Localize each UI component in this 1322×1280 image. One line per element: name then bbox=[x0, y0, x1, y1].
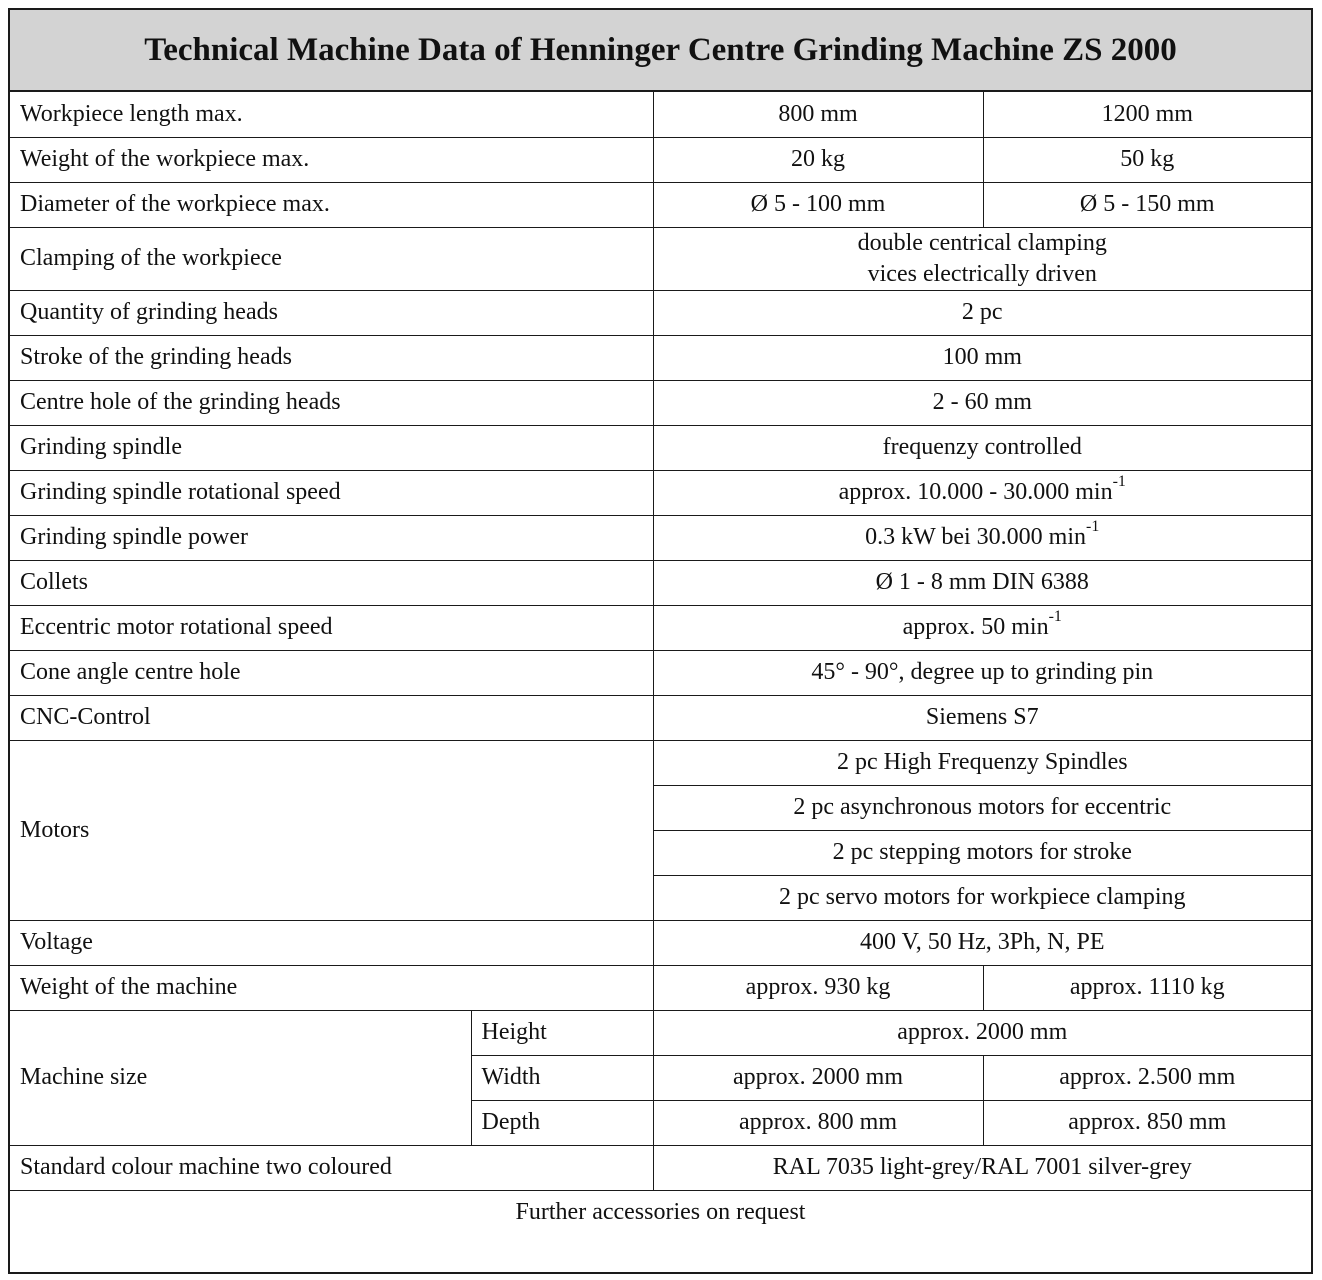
value-800-variant: approx. 930 kg bbox=[653, 965, 983, 1010]
width-label: Width bbox=[471, 1055, 653, 1100]
row-label: Workpiece length max. bbox=[10, 92, 653, 137]
motor-item: 2 pc asynchronous motors for eccentric bbox=[653, 785, 1311, 830]
table-row bbox=[10, 965, 1311, 1010]
row-label: Weight of the machine bbox=[10, 965, 653, 1010]
table-row bbox=[10, 335, 1311, 380]
table-row bbox=[10, 1010, 1311, 1055]
row-label: Centre hole of the grinding heads bbox=[10, 380, 653, 425]
row-value: Siemens S7 bbox=[653, 695, 1311, 740]
row-label: Clamping of the workpiece bbox=[10, 227, 653, 290]
row-label: Grinding spindle bbox=[10, 425, 653, 470]
page-title: Technical Machine Data of Henninger Centre Grinding Machine ZS 2000 bbox=[10, 10, 1311, 92]
machine-size-label: Machine size bbox=[10, 1010, 471, 1145]
table-row bbox=[10, 515, 1311, 560]
table-row bbox=[10, 92, 1311, 137]
table-row bbox=[10, 1145, 1311, 1190]
row-value: Ø 1 - 8 mm DIN 6388 bbox=[653, 560, 1311, 605]
row-label: Grinding spindle rotational speed bbox=[10, 470, 653, 515]
motor-item: 2 pc stepping motors for stroke bbox=[653, 830, 1311, 875]
value-800-variant: 800 mm bbox=[653, 92, 983, 137]
clamping-line-1: double centrical clamping bbox=[857, 229, 1107, 256]
clamping-line-2: vices electrically driven bbox=[867, 260, 1097, 287]
row-label: Quantity of grinding heads bbox=[10, 290, 653, 335]
unit-exponent: -1 bbox=[1048, 608, 1062, 625]
height-value: approx. 2000 mm bbox=[653, 1010, 1311, 1055]
value-1200-variant: 1200 mm bbox=[983, 92, 1311, 137]
value-text: approx. 10.000 - 30.000 min bbox=[838, 479, 1113, 505]
table-row bbox=[10, 920, 1311, 965]
motor-item: 2 pc High Frequenzy Spindles bbox=[653, 740, 1311, 785]
table-row bbox=[10, 605, 1311, 650]
row-label: CNC-Control bbox=[10, 695, 653, 740]
value-800-variant: Ø 5 - 100 mm bbox=[653, 182, 983, 227]
motors-label: Motors bbox=[10, 740, 653, 920]
table-row bbox=[10, 182, 1311, 227]
value-1200-variant: approx. 2.500 mm bbox=[983, 1055, 1311, 1100]
table-row bbox=[10, 290, 1311, 335]
table-row bbox=[10, 740, 1311, 785]
value-800-variant: 20 kg bbox=[653, 137, 983, 182]
row-value bbox=[653, 605, 1311, 650]
value-800-variant: approx. 2000 mm bbox=[653, 1055, 983, 1100]
row-label: Cone angle centre hole bbox=[10, 650, 653, 695]
unit-exponent: -1 bbox=[1086, 518, 1100, 535]
value-1200-variant: approx. 850 mm bbox=[983, 1100, 1311, 1145]
row-label: Stroke of the grinding heads bbox=[10, 335, 653, 380]
table-row bbox=[10, 1190, 1311, 1235]
table-row bbox=[10, 695, 1311, 740]
clamping-value bbox=[653, 227, 1311, 290]
value-800-variant: approx. 800 mm bbox=[653, 1100, 983, 1145]
value-1200-variant: approx. 1110 kg bbox=[983, 965, 1311, 1010]
row-label: Eccentric motor rotational speed bbox=[10, 605, 653, 650]
height-label: Height bbox=[471, 1010, 653, 1055]
value-text: approx. 50 min bbox=[902, 614, 1049, 640]
value-1200-variant: 50 kg bbox=[983, 137, 1311, 182]
row-value: RAL 7035 light-grey/RAL 7001 silver-grey bbox=[653, 1145, 1311, 1190]
motor-item: 2 pc servo motors for workpiece clamping bbox=[653, 875, 1311, 920]
table-row bbox=[10, 227, 1311, 290]
footer-note: Further accessories on request bbox=[10, 1190, 1311, 1235]
row-value bbox=[653, 515, 1311, 560]
row-value: frequenzy controlled bbox=[653, 425, 1311, 470]
row-label: Voltage bbox=[10, 920, 653, 965]
table-row bbox=[10, 470, 1311, 515]
table-row bbox=[10, 650, 1311, 695]
value-1200-variant: Ø 5 - 150 mm bbox=[983, 182, 1311, 227]
row-value bbox=[653, 470, 1311, 515]
row-value: 2 pc bbox=[653, 290, 1311, 335]
spec-sheet bbox=[8, 8, 1313, 1274]
table-row bbox=[10, 560, 1311, 605]
row-value: 400 V, 50 Hz, 3Ph, N, PE bbox=[653, 920, 1311, 965]
row-label: Standard colour machine two coloured bbox=[10, 1145, 653, 1190]
row-label: Diameter of the workpiece max. bbox=[10, 182, 653, 227]
spec-table bbox=[10, 92, 1311, 1235]
row-value: 2 - 60 mm bbox=[653, 380, 1311, 425]
row-label: Grinding spindle power bbox=[10, 515, 653, 560]
row-value: 45° - 90°, degree up to grinding pin bbox=[653, 650, 1311, 695]
row-label: Weight of the workpiece max. bbox=[10, 137, 653, 182]
unit-exponent: -1 bbox=[1112, 473, 1126, 490]
table-row bbox=[10, 137, 1311, 182]
table-row bbox=[10, 425, 1311, 470]
row-value: 100 mm bbox=[653, 335, 1311, 380]
row-label: Collets bbox=[10, 560, 653, 605]
table-row bbox=[10, 380, 1311, 425]
value-text: 0.3 kW bei 30.000 min bbox=[865, 524, 1087, 550]
depth-label: Depth bbox=[471, 1100, 653, 1145]
